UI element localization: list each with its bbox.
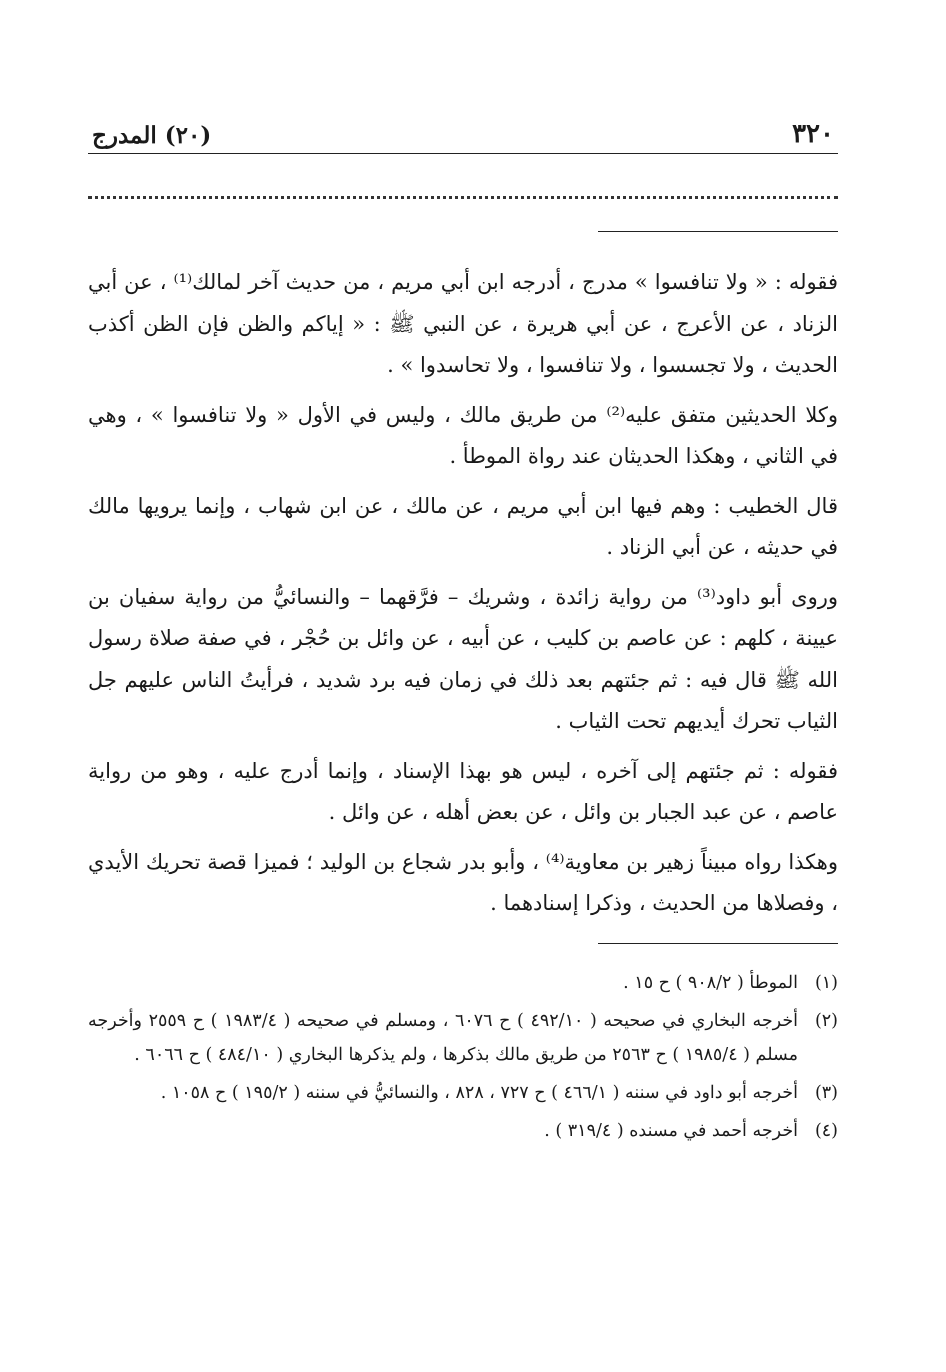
paragraph: قال الخطيب : وهم فيها ابن أبي مريم ، عن مالك ، عن ابن شهاب ، وإنما يرويها مالك في حديثه ، عن أبي الزناد . bbox=[88, 493, 838, 559]
footnote-separator bbox=[598, 943, 838, 944]
paragraph: فقوله : ثم جئتهم إلى آخره ، ليس هو بهذا الإسناد ، وإنما أدرج عليه ، وهو من رواية عاصم ، عن عبد الجبار بن وائل ، عن بعض أهله ، عن وائل . bbox=[88, 758, 838, 824]
chapter-title: (٢٠) المدرج bbox=[92, 122, 212, 149]
footnotes bbox=[88, 966, 838, 1148]
dotted-separator bbox=[88, 196, 838, 199]
page bbox=[88, 110, 838, 1152]
short-rule bbox=[598, 231, 838, 232]
footnote-text: الموطأ ( ٩٠٨/٢ ) ح ١٥ . bbox=[623, 972, 798, 993]
paragraph: وروى أبو داود⁽³⁾ من رواية زائدة ، وشريك – فرَّقهما – والنسائيُّ من رواية سفيان بن عيينة ، كلهم : عن عاصم بن كليب ، عن أبيه ، عن وائل بن حُجْر ، في صفة صلاة رسول الله ﷺ قال فيه : ثم جئتهم بعد ذلك في زمان فيه برد شديد ، فرأيتُ الناس عليهم جل الثياب تحرك أيديهم تحت الثياب . bbox=[88, 584, 839, 733]
footnote-number: (٣) bbox=[814, 1082, 838, 1103]
footnote-number: (٢) bbox=[814, 1010, 838, 1031]
footnote-number: (٤) bbox=[814, 1120, 838, 1141]
footnote-text: أخرجه أبو داود في سننه ( ٤٦٦/١ ) ح ٧٢٧ ، ٨٢٨ ، والنسائيُّ في سننه ( ١٩٥/٢ ) ح ١٠٥٨ . bbox=[160, 1082, 798, 1103]
body-text bbox=[88, 262, 838, 925]
page-header bbox=[88, 110, 838, 154]
paragraph: فقوله : « ولا تنافسوا » مدرج ، أدرجه ابن أبي مريم ، من حديث آخر لمالك⁽¹⁾ ، عن أبي الزناد ، عن الأعرج ، عن أبي هريرة ، عن النبي ﷺ : « إياكم والظن فإن الظن أكذب الحديث ، ولا تجسسوا ، ولا تنافسوا ، ولا تحاسدوا » . bbox=[88, 270, 838, 377]
footnote bbox=[88, 1114, 838, 1148]
footnote-text: أخرجه أحمد في مسنده ( ٣١٩/٤ ) . bbox=[544, 1120, 798, 1141]
footnote bbox=[88, 966, 838, 1000]
page-number: ٣٢٠ bbox=[792, 119, 834, 149]
footnote-text: أخرجه البخاري في صحيحه ( ٤٩٢/١٠ ) ح ٦٠٧٦ ، ومسلم في صحيحه ( ١٩٨٣/٤ ) ح ٢٥٥٩ وأخرجه مسلم ( ١٩٨٥/٤ ) ح ٢٥٦٣ من طريق مالك بذكرها ، ولم يذكرها البخاري ( ٤٨٤/١٠ ) ح ٦٠٦٦ . bbox=[88, 1010, 799, 1065]
footnote bbox=[88, 1004, 838, 1072]
footnote bbox=[88, 1076, 838, 1110]
footnote-number: (١) bbox=[814, 972, 838, 993]
paragraph: وهكذا رواه مبيناً زهير بن معاوية⁽⁴⁾ ، وأبو بدر شجاع بن الوليد ؛ فميزا قصة تحريك الأيدي ، وفصلاها من الحديث ، وذكرا إسنادهما . bbox=[88, 849, 838, 915]
paragraph: وكلا الحديثين متفق عليه⁽²⁾ من طريق مالك ، وليس في الأول « ولا تنافسوا » ، وهي في الثاني ، وهكذا الحديثان عند رواة الموطأ . bbox=[88, 402, 838, 468]
